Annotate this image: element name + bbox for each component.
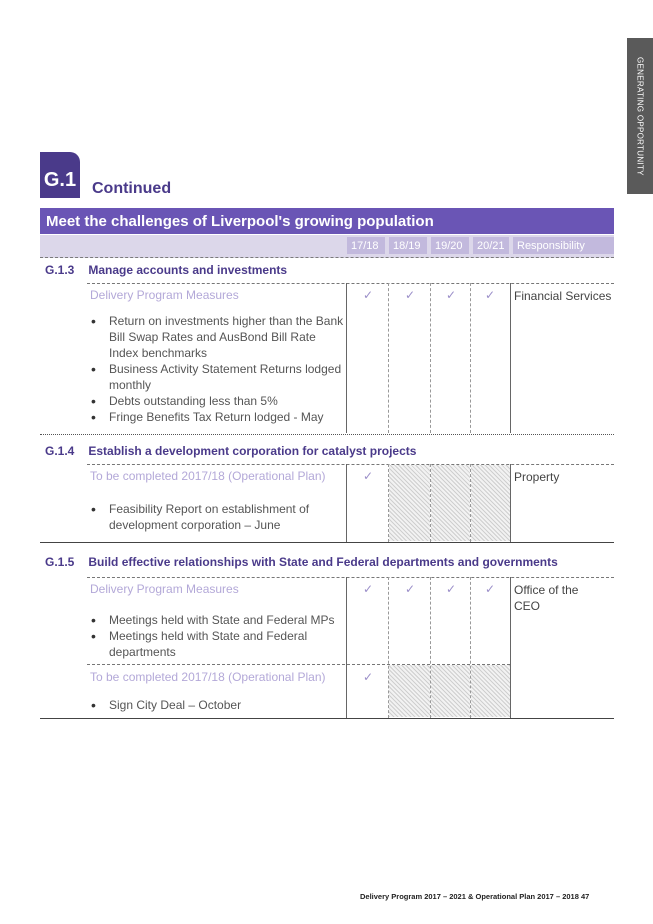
check-icon: ✓ <box>362 582 374 596</box>
list-item: • Sign City Deal – October <box>89 697 347 713</box>
continued-label: Continued <box>92 180 172 197</box>
column-divider <box>430 464 431 542</box>
column-divider <box>388 464 389 542</box>
section-number: G.1.3 <box>45 263 75 277</box>
page-footer: Delivery Program 2017 – 2021 & Operational Plan 2017 – 2018 47 <box>360 892 590 901</box>
check-icon: ✓ <box>484 582 496 596</box>
column-divider <box>470 283 471 433</box>
section-title: Establish a development corporation for catalyst projects <box>88 444 417 458</box>
column-divider <box>430 577 431 718</box>
check-icon: ✓ <box>362 670 374 684</box>
not-applicable-cell <box>431 665 470 717</box>
column-divider <box>346 283 347 433</box>
list-item: • Feasibility Report on establishment of development corporation – June <box>89 501 347 533</box>
check-icon: ✓ <box>404 288 416 302</box>
section-title-g13 <box>45 263 287 277</box>
col-header-1920: 19/20 <box>431 237 469 254</box>
list-item: • Return on investments higher than the Bank Bill Swap Rates and AusBond Bill Rate Index benchmarks <box>89 313 347 361</box>
list-item: • Meetings held with State and Federal departments <box>89 628 347 660</box>
column-divider <box>388 283 389 433</box>
section-divider <box>40 434 614 435</box>
responsibility-cell: Office of the CEO <box>514 583 579 613</box>
section-divider <box>40 542 614 543</box>
section-divider <box>40 718 614 719</box>
measures-list <box>89 501 347 533</box>
block-heading: To be completed 2017/18 (Operational Plan) <box>90 670 326 684</box>
list-item: • Meetings held with State and Federal MPs <box>89 612 347 628</box>
check-icon: ✓ <box>445 582 457 596</box>
not-applicable-cell <box>389 665 430 717</box>
col-header-1718: 17/18 <box>347 237 385 254</box>
column-divider <box>510 464 511 542</box>
column-divider <box>388 577 389 718</box>
divider <box>87 283 614 284</box>
block-heading: To be completed 2017/18 (Operational Plan) <box>90 469 326 483</box>
section-title: Manage accounts and investments <box>88 263 288 277</box>
table-header <box>40 235 614 258</box>
page-title-banner <box>40 208 614 234</box>
col-header-1819: 18/19 <box>389 237 427 254</box>
col-header-responsibility: Responsibility <box>513 237 614 254</box>
side-section-tab <box>627 38 653 194</box>
column-divider <box>510 283 511 433</box>
section-title-g15 <box>45 555 558 569</box>
column-divider <box>346 464 347 542</box>
list-item: • Fringe Benefits Tax Return lodged - May <box>89 409 347 425</box>
list-item: • Business Activity Statement Returns lodged monthly <box>89 361 347 393</box>
responsibility-cell: Property <box>514 470 560 484</box>
badge-label: G.1 <box>43 169 77 191</box>
measures-list <box>89 612 347 660</box>
divider <box>87 464 614 465</box>
section-badge <box>40 152 80 198</box>
not-applicable-cell <box>431 465 470 541</box>
divider <box>87 577 614 578</box>
section-number: G.1.5 <box>45 555 75 569</box>
not-applicable-cell <box>471 465 510 541</box>
column-divider <box>510 577 511 718</box>
col-header-2021: 20/21 <box>473 237 509 254</box>
block-heading: Delivery Program Measures <box>90 582 239 596</box>
check-icon: ✓ <box>404 582 416 596</box>
check-icon: ✓ <box>362 288 374 302</box>
measures-list <box>89 313 347 425</box>
column-divider <box>430 283 431 433</box>
check-icon: ✓ <box>362 469 374 483</box>
list-item: • Debts outstanding less than 5% <box>89 393 347 409</box>
section-title-g14 <box>45 444 416 458</box>
section-title: Build effective relationships with State and Federal departments and governments <box>88 555 558 569</box>
check-icon: ✓ <box>445 288 457 302</box>
side-tab-label: GENERATING OPPORTUNITY <box>635 56 645 176</box>
section-number: G.1.4 <box>45 444 75 458</box>
measures-list <box>89 697 347 713</box>
not-applicable-cell <box>389 465 430 541</box>
block-heading: Delivery Program Measures <box>90 288 239 302</box>
not-applicable-cell <box>471 665 510 717</box>
column-divider <box>470 464 471 542</box>
check-icon: ✓ <box>484 288 496 302</box>
page-title: Meet the challenges of Liverpool's growing population <box>46 212 434 230</box>
responsibility-cell: Financial Services <box>514 289 612 303</box>
column-divider <box>470 577 471 718</box>
column-divider <box>346 577 347 718</box>
